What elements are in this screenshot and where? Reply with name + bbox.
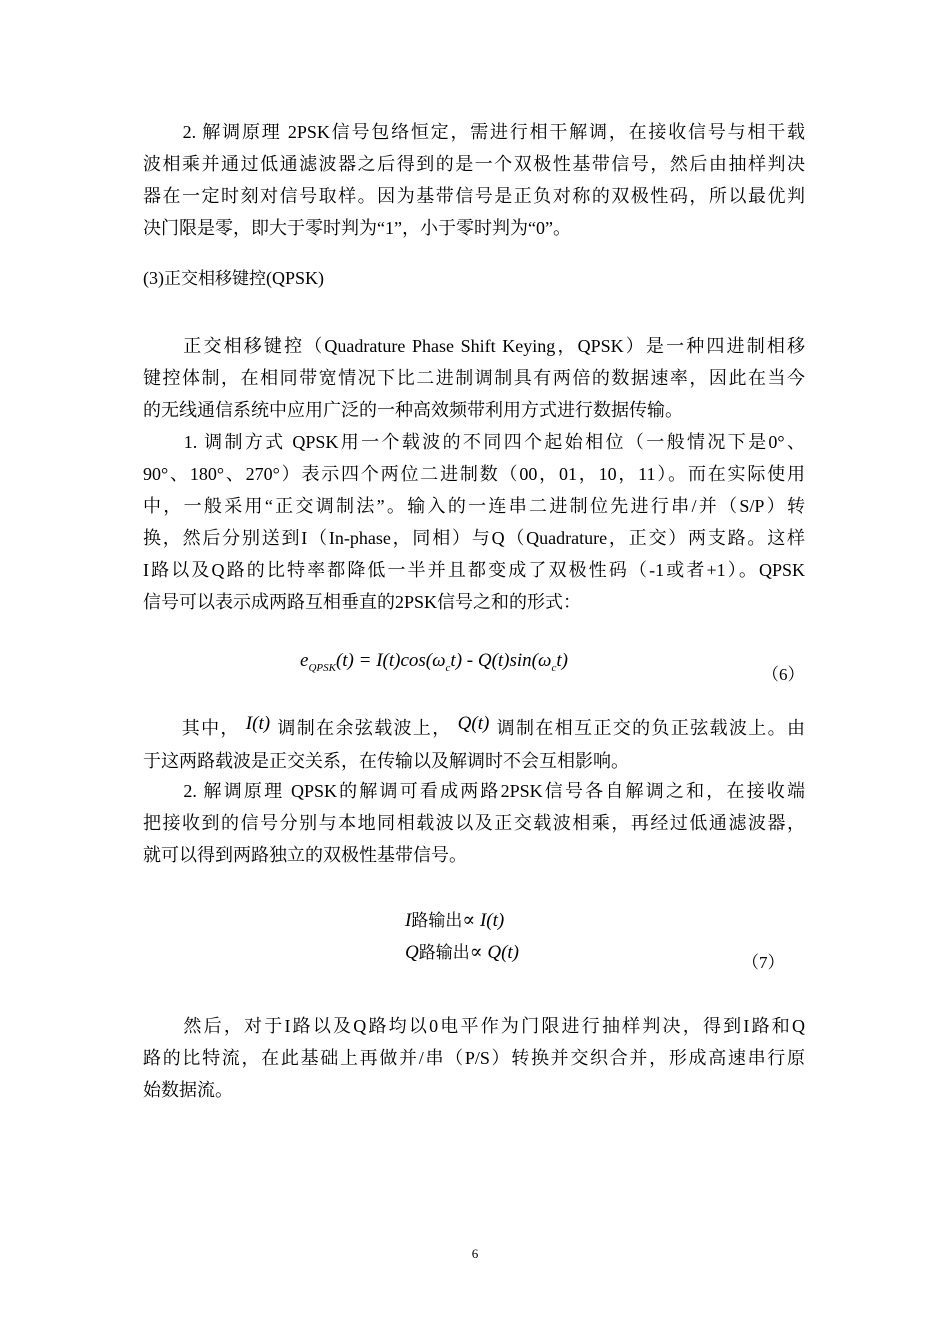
- eq-relation: ∝: [469, 942, 483, 963]
- text-line: 器在一定时刻对信号取样。因为基带信号是正负对称的双极性码，所以最优判: [143, 186, 805, 206]
- eq-body: t) - Q(t)sin(ω: [450, 650, 552, 671]
- section-heading-qpsk: [143, 262, 324, 295]
- text-line: 中，一般采用“正交调制法”。输入的一连串二进制位先进行串/并（S/P）转: [143, 496, 805, 516]
- eq-text: 路输出: [411, 911, 463, 931]
- text-line: 2. 解调原理 2PSK信号包络恒定，需进行相干解调，在接收信号与相干载: [143, 122, 805, 142]
- text-line: 2. 解调原理 QPSK的解调可看成两路2PSK信号各自解调之和，在接收端: [143, 781, 805, 801]
- equation-row-q: [405, 937, 519, 969]
- page-number: 6: [471, 1246, 479, 1261]
- text-segment: 调制在相互正交的负正弦载波上。由: [495, 718, 806, 738]
- equation-number-6: （6）: [762, 665, 805, 684]
- text-line: 于这两路载波是正交关系，在传输以及解调时不会互相影响。: [143, 751, 629, 771]
- text-line: 把接收到的信号分别与本地同相载波以及正交载波相乘，再经过低通滤波器，: [143, 813, 805, 833]
- eq-text: 路输出: [418, 943, 470, 963]
- text-line: 键控体制，在相同带宽情况下比二进制调制具有两倍的数据速率，因此在当今: [143, 368, 805, 388]
- paragraph-decision: [143, 1010, 805, 1106]
- paragraph-demodulation-2psk: [143, 116, 805, 244]
- eq-rhs: Q(t): [487, 942, 519, 963]
- heading-title: 正交相移键控: [164, 269, 266, 289]
- text-line: 路的比特流，在此基础上再做并/串（P/S）转换并交织合并，形成高速串行原: [143, 1048, 805, 1068]
- eq-body: (t) = I(t)cos(ω: [335, 650, 446, 671]
- eq-body: t): [556, 650, 568, 671]
- equation-row-i: [405, 905, 519, 937]
- eq-var: I: [405, 910, 412, 931]
- text-line: 就可以得到两路独立的双极性基带信号。: [143, 845, 467, 865]
- eq-subscript: c: [551, 661, 557, 674]
- paragraph-demodulation-qpsk: [143, 775, 805, 871]
- text-line: 正交相移键控（Quadrature Phase Shift Keying，QPSK）是一种四进制相移: [143, 336, 805, 356]
- eq-lhs: e: [300, 650, 309, 671]
- eq-subscript: c: [445, 661, 451, 674]
- eq-rhs: I(t): [479, 910, 505, 931]
- text-line: 的无线通信系统中应用广泛的一种高效频带利用方式进行数据传输。: [143, 400, 683, 420]
- text-line: 始数据流。: [143, 1080, 233, 1100]
- text-segment: 其中，: [143, 718, 240, 738]
- paragraph-carrier-note: [143, 712, 805, 777]
- text-line: 1. 调制方式 QPSK用一个载波的不同四个起始相位（一般情况下是0°、: [143, 432, 805, 452]
- text-line: 决门限是零，即大于零时判为“1”，小于零时判为“0”。: [143, 218, 571, 238]
- math-q-of-t: Q(t): [457, 713, 490, 734]
- eq-relation: ∝: [462, 910, 476, 931]
- equation-7: [405, 905, 519, 969]
- text-line: 90°、180°、270°）表示四个两位二进制数（00，01，10，11）。而在实际使用: [143, 464, 805, 484]
- text-line: 信号可以表示成两路互相垂直的2PSK信号之和的形式：: [143, 592, 582, 612]
- equation-6: [300, 650, 568, 674]
- paragraph-modulation-method: [143, 426, 805, 618]
- text-segment: 调制在余弦载波上，: [276, 718, 452, 738]
- text-line: 波相乘并通过低通滤波器之后得到的是一个双极性基带信号，然后由抽样判决: [143, 154, 805, 174]
- paragraph-qpsk-intro: [143, 330, 805, 426]
- text-line: I路以及Q路的比特率都降低一半并且都变成了双极性码（-1或者+1）。QPSK: [143, 560, 805, 580]
- text-line: 换，然后分别送到I（In-phase，同相）与Q（Quadrature，正交）两支路。这样: [143, 528, 805, 548]
- heading-suffix: (QPSK): [266, 268, 325, 288]
- text-line: [143, 712, 805, 745]
- text-line: 然后，对于I路以及Q路均以0电平作为门限进行抽样判决，得到I路和Q: [143, 1016, 805, 1036]
- equation-number-7: （7）: [742, 953, 785, 972]
- math-i-of-t: I(t): [245, 713, 271, 734]
- eq-var: Q: [405, 942, 419, 963]
- heading-prefix: (3): [143, 268, 164, 288]
- eq-lhs-subscript: QPSK: [308, 661, 336, 674]
